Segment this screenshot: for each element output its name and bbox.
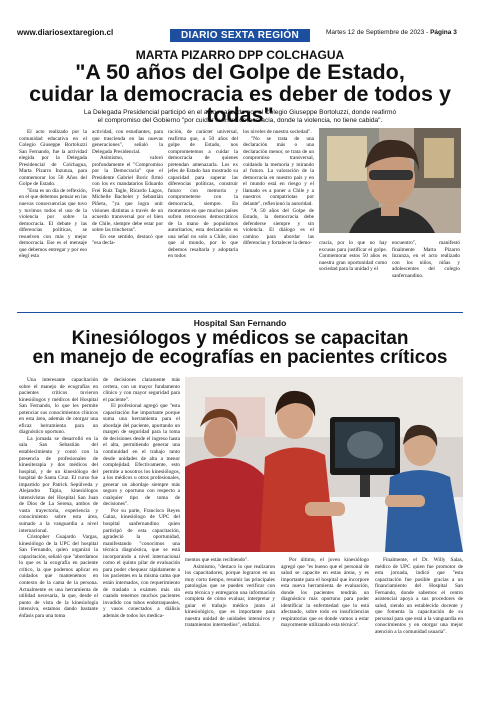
article2-kicker: Hospital San Fernando <box>193 318 287 328</box>
paragraph: "No se trata de una declaración más o una declaración menor, se trata de un compromiso transversal, cuidando la memoria y mirando al futuro. La valoración de la democracia en nuestro país y en el mundo está en riesgo y el llamado es a poner a Chile y a nuestros compatriotas por delante", reflexionó la autoridad. <box>243 135 314 208</box>
deck-line-2: el compromiso del Gobierno "por cuidar nuestra democracia, donde la violencia, no tiene cabida". <box>97 117 383 124</box>
paragraph: Finalmente, el Dr. Willy Salas, médico de UPC quien fue promotor de esta jornada, indicó que "esta capacitación fue posible gracias a un financiamiento del Hospital San Fernando, donde sabemos el centro asistencial apoya a sus procedores de salud, siendo un establecido docente y que fomenta la capacitación de su personal para que está a la vanguardia en conocimientos y en otorgar una mejor atención a la comunidad usuaria". <box>375 557 463 636</box>
paragraph: Por último, el joven kinesiólogo agregó que "es bueno que el personal de salud se capacite en estas áreas, y es importante para el hospital que incorpore esta nueva herramienta de evaluación, donde los pacientes tendrán un diagnóstico más oportuno para poder identificar la enfermedad que lo está afectando, sobre todo en insuficiencias respiratorias que es donde vamos a estar mayormente utilizando esta técnica". <box>281 557 369 629</box>
paragraph: La jornada se desarrolló en la sala San Sebastián del establecimiento y contó con la presencia de profesionales de kinesiterapia y dos médicos del hospital, y de un kinesiólogo del hospital de Santa Cruz. El curso fue impartido por Patrick Sepúlveda y Alejandro Tapia, kinesiólogos intensivistas del Hospital San Juan de Dios de La Serena, ambos de vasta trayectoria, experiencia y conocimiento sobre esta área, sumado a la vanguardia a nivel internacional. <box>19 435 98 534</box>
paragraph: Asimismo, "destaco lo que realizaron los capacitadores, porque lograron en un muy corto tiempo, resumir las principales patologías que se pueden verificar con esta técnica y entregaron una información completa de cómo evaluar, interpretar y guiar el trabajo médico junto al kinesiológico, que es importante para nuestra unidad de unidades intensivos y tratamientos intermedios", enfatizó. <box>185 563 275 629</box>
photo-delegate-speaking <box>319 128 461 233</box>
article2-photo <box>185 377 463 552</box>
site-url[interactable]: www.diariosextaregion.cl <box>17 28 114 37</box>
headline-line-1: Kinesiólogos y médicos se capacitan <box>71 328 409 349</box>
paragraph: mentos que están recibiendo". <box>185 557 249 563</box>
paragraph: actividad, con estudiantes, para que trascienda en las nuevas generaciones", señaló la Delegada Presidencial. <box>92 129 163 155</box>
paragraph: los niveles de nuestra sociedad". <box>243 129 312 135</box>
article1-kicker: MARTA PIZARRO DPP COLCHAGUA <box>135 48 345 62</box>
photo-ultrasound-training <box>185 377 463 552</box>
paragraph: Asimismo, valoró profundamente el "Compromiso por la Democracia" que el Presidente Gabriel Boric firmó con los ex mandatarios Eduardo Frei Ruiz Tagle, Ricardo Lagos, Michelle Bachelet y Sebastián Piñera, "ya que logra unir visiones distintas a través de un acuerdo transversal por el bien de Chile, siempre debe estar por sobre las trincheras". <box>92 155 163 234</box>
headline-line-1: "A 50 años del Golpe de Estado, <box>75 60 405 84</box>
article1-column-5 <box>319 240 387 287</box>
page-number: Página 3 <box>430 29 457 36</box>
paragraph: En ese sentido, destacó que "esa decla- <box>92 233 163 247</box>
article1-photo <box>319 128 461 233</box>
article1-column-3 <box>168 129 238 287</box>
article1-column-6 <box>392 240 460 287</box>
deck-line-1: La Delegada Presidencial participó en el acto realizado por el Colegio Giuseppe Bortoluzzi, donde reafirmó <box>83 109 397 116</box>
issue-date <box>326 29 457 36</box>
paragraph: Una interesante capacitación sobre el manejo de ecografías en pacientes críticos tuvieron kinesiólogos y médicos del Hospital San Fernando, lo que les permite potenciar sus conocimientos clínicos en esta área, además de otorgar una eficaz herramienta para un diagnóstico oportuno. <box>19 377 98 436</box>
article2-column-2 <box>103 377 180 702</box>
article1-column-4 <box>243 129 314 287</box>
masthead-banner: DIARIO SEXTA REGIÓN <box>170 29 310 42</box>
paragraph: Por su parte, Francisco Reyes Galaz, kinesiólogo de UPC del hospital sanfernandino quien participó de esta capacitación, agradeció la oportunidad, manifestando "conocimos una técnica diagnóstica, que se está incorporando a nivel internacional como el quinto pilar de evaluación para poder chequear rápidamente a los pacientes en la misma cama que están internados, con requerimiento de traslado a exámen más sin cuando tenemos muchos pacientes invadido con tubos endotraqueales, y vasos conectados a diálisis además de todos los medica- <box>103 507 180 619</box>
headline-line-2: cuidar la democracia es deber de todos y todas" <box>29 81 451 127</box>
paragraph: "A 50 años del Golpe de Estado, la democracia debe defenderse siempre y sin violencia. El diálogo es el camino para abordar las diferencias y fortalecer la demo- <box>243 207 314 247</box>
article2-column-5 <box>375 557 463 702</box>
paragraph: de decisiones claramente más certera, con un mayor fundamento clínico y con mayor seguridad para el paciente". <box>103 377 180 403</box>
paragraph: El acto realizado por la comunidad educativa en el Colegio Giuseppe Bortoluzzi San Fernando, fue la actividad elegida por la Delegada Presidencial de Colchagua, Marta Pizarro Inzunza, para conmemorar los 50 Años del Golpe de Estado. <box>19 129 87 188</box>
article2-column-1 <box>19 377 98 702</box>
article2-column-4 <box>281 557 369 702</box>
paragraph: El profesional agregó que "esta capacitación fue importante porque suma una herramienta para el abordaje del paciente, aportando un margen de seguridad para la toma de decisiones desde el ingreso hasta el alta, permitiendo generar una continuidad en el trabajo tanto desde unidades de alta a menor complejidad. Efectivamente, esto permite a nosotros los kinesiólogos, a los médicos u otros profesionales, generar un abordaje siempre más seguro y oportuno con respecto a cualquier tipo de toma de decisiones". <box>103 403 180 508</box>
article2-column-3 <box>185 557 275 702</box>
date-text: Martes 12 de Septiembre de 2023 - <box>326 29 429 36</box>
paragraph: ración, de carácter universal, reafirma que, a 50 años del golpe de Estado, nos comprometemos a cuidar la democracia de quienes pretendan amenazarla. Los ex jefes de Estado han mostrado su capacidad para superar las diferencias políticas, construir futuro con memoria y comprometerse con la democracia, siempre. En momentos en que muchos países sufren retrocesos democráticos de la mano de populismos autoritarios, esta declaración es una señal no solo a Chile, sino que al mundo, por lo que debemos resaltarla y adoptarla en todos <box>168 129 238 260</box>
article1-column-2 <box>92 129 163 287</box>
paragraph: Cristopher Guajardo Vargas, kinesiólogo de la UPC del hospital San Fernando, quien organizó la capacitación, señaló que "abordamos lo que es la ecografía en paciente crítico, la que podemos aplicar en cuidados que mantenemos en contexto de la cama de la persona. Actualmente es una herramienta de utilidad necesaria, la que, desde el punto de vista de la kinesiología intensiva, estamos dando bastante énfasis para una toma <box>19 534 98 619</box>
article1-column-1 <box>19 129 87 287</box>
paragraph: encuentro", manifestó finalmente Marta Pizarro Inzunza, en el acto realizado con los niños, niñas y adolescentes del colegio sanfernandino. <box>392 240 460 279</box>
article2-headline <box>0 329 480 367</box>
article1-deck <box>20 109 460 125</box>
section-divider <box>17 312 463 313</box>
paragraph: "Esta es un día de reflexión, en el que debemos pensar en las nuevas consecuencias que tuvo y tuvimos todos el uso de la violencia por sobre la democracia. El debate y las diferencias políticas, se resuelven con más y mejor democracia. Ese es el mensaje que debemos entregar y por eso elegí esta <box>19 187 87 260</box>
paragraph: cracia, por lo que no hay excusas para justificar el golpe. Conmemorar estos 50 años es nuestra gran oportunidad como sociedad para la unidad y el <box>319 240 387 273</box>
headline-line-2: en manejo de ecografías en pacientes críticos <box>32 347 448 368</box>
